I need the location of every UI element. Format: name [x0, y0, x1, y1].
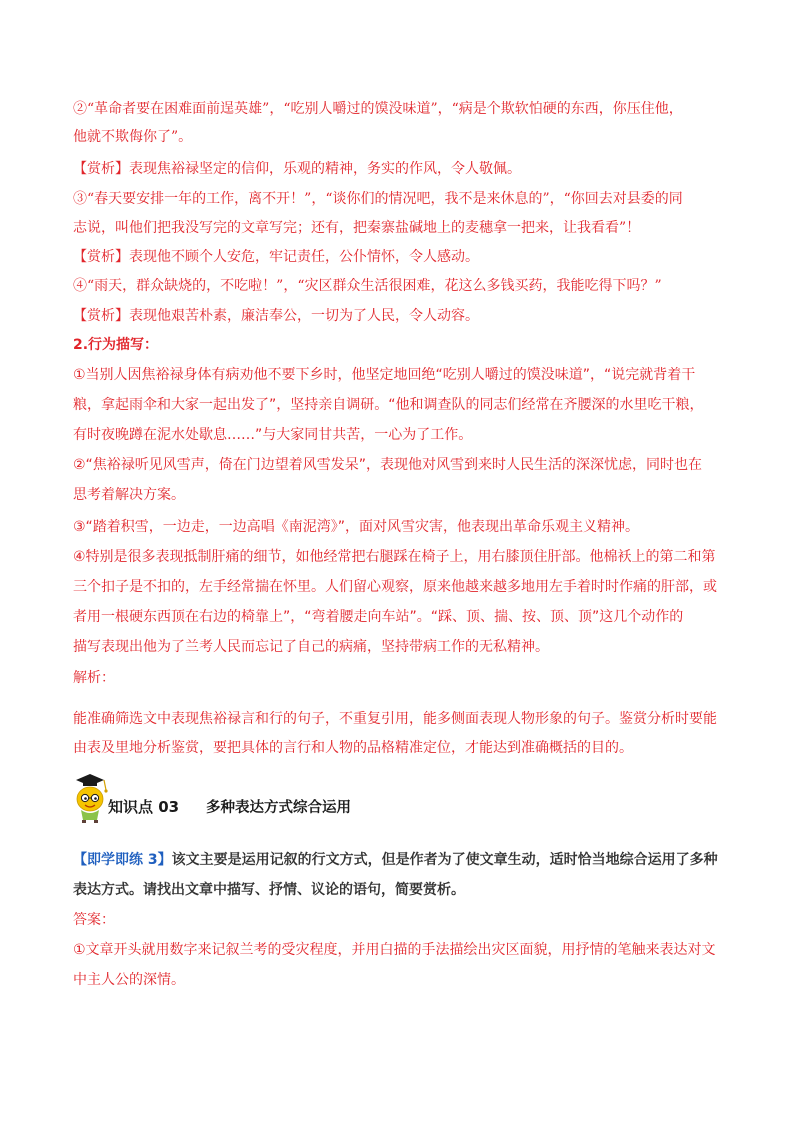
exercise-tag: 【即学即练 3】: [73, 852, 172, 868]
commentary-tag: 【赏析】: [73, 308, 129, 324]
commentary-tag: 【赏析】: [73, 249, 129, 265]
analysis-label: 解析：: [73, 670, 115, 686]
analysis-line-1: 能准确筛选文中表现焦裕禄言和行的句子，不重复引用，能多侧面表现人物形象的句子。鉴赏分析时要能: [73, 711, 717, 727]
quote-3-line-1: ③“春天要安排一年的工作，离不开！”，“谈你们的情况吧，我不是来休息的”，“你回去对县委的同: [73, 191, 683, 207]
exercise-line-1: [73, 846, 733, 874]
behavior-4-line-2: 三个扣子是不扣的，左手经常揣在怀里。人们留心观察，原来他越来越多地用左手着时时作痛的肝部，或: [73, 579, 717, 595]
behavior-4-line-3: 者用一根硬东西顶在右边的椅靠上”，“弯着腰走向车站”。“踩、顶、揣、按、顶、顶”这几个动作的: [73, 609, 684, 625]
commentary-text: 表现他不顾个人安危，牢记责任，公仆情怀，令人感动。: [129, 249, 479, 265]
quote-4-line-1: ④“雨天，群众缺烧的，不吃啦！”，“灾区群众生活很困难，花这么多钱买药，我能吃得下吗？”: [73, 278, 662, 294]
answer-1-line-1: ①文章开头就用数字来记叙兰考的受灾程度，并用白描的手法描绘出灾区面貌，用抒情的笔触来表达对文: [73, 942, 716, 958]
knowledge-point-heading: [68, 772, 728, 832]
knowledge-point-title: 知识点 03: [108, 798, 180, 816]
commentary-3: [73, 302, 733, 330]
knowledge-point-subtitle: 多种表达方式综合运用: [206, 800, 351, 816]
exercise-text: 该文主要是运用记叙的行文方式，但是作者为了使文章生动，适时恰当地综合运用了多种: [171, 852, 718, 868]
behavior-4-line-1: ④特别是很多表现抵制肝痛的细节，如他经常把右腿踩在椅子上，用右膝顶住肝部。他棉袄上的第二和第: [73, 549, 716, 565]
quote-2-line-2: 他就不欺侮你了”。: [73, 129, 193, 145]
behavior-1-line-1: ①当别人因焦裕禄身体有病劝他不要下乡时，他坚定地回绝“吃别人嚼过的馍没味道”，“说完就背着干: [73, 367, 696, 383]
behavior-3-line-1: ③“踏着积雪，一边走，一边高唱《南泥湾》”，面对风雪灾害，他表现出革命乐观主义精神。: [73, 519, 640, 535]
behavior-1-line-3: 有时夜晚蹲在泥水处歇息……”与大家同甘共苦，一心为了工作。: [73, 427, 473, 443]
quote-2-line-1: ②“革命者要在困难面前逞英雄”，“吃别人嚼过的馍没味道”，“病是个欺软怕硬的东西，你压住他，: [73, 101, 683, 117]
exercise-line-2: 表达方式。请找出文章中描写、抒情、议论的语句，简要赏析。: [73, 882, 465, 898]
commentary-tag: 【赏析】: [73, 161, 129, 177]
behavior-1-line-2: 粮，拿起雨伞和大家一起出发了”，坚持亲自调研。“他和调查队的同志们经常在齐腰深的水里吃干粮，: [73, 397, 704, 413]
answer-label: 答案：: [73, 912, 115, 928]
commentary-2: [73, 243, 733, 271]
behavior-2-line-2: 思考着解决方案。: [73, 487, 185, 503]
answer-1-line-2: 中主人公的深情。: [73, 972, 185, 988]
commentary-1: [73, 155, 733, 183]
behavior-heading: 2.行为描写：: [73, 337, 159, 353]
quote-3-line-2: 志说，叫他们把我没写完的文章写完；还有，把秦寨盐碱地上的麦穗拿一把来，让我看看”！: [73, 220, 641, 236]
behavior-4-line-4: 描写表现出他为了兰考人民而忘记了自己的病痛，坚持带病工作的无私精神。: [73, 639, 549, 655]
analysis-line-2: 由表及里地分析鉴赏，要把具体的言行和人物的品格精准定位，才能达到准确概括的目的。: [73, 740, 633, 756]
commentary-text: 表现焦裕禄坚定的信仰，乐观的精神，务实的作风，令人敬佩。: [129, 161, 521, 177]
behavior-2-line-1: ②“焦裕禄听见风雪声，倚在门边望着风雪发呆”，表现他对风雪到来时人民生活的深深忧虑，同时也在: [73, 457, 703, 473]
commentary-text: 表现他艰苦朴素，廉洁奉公，一切为了人民，令人动容。: [129, 308, 479, 324]
